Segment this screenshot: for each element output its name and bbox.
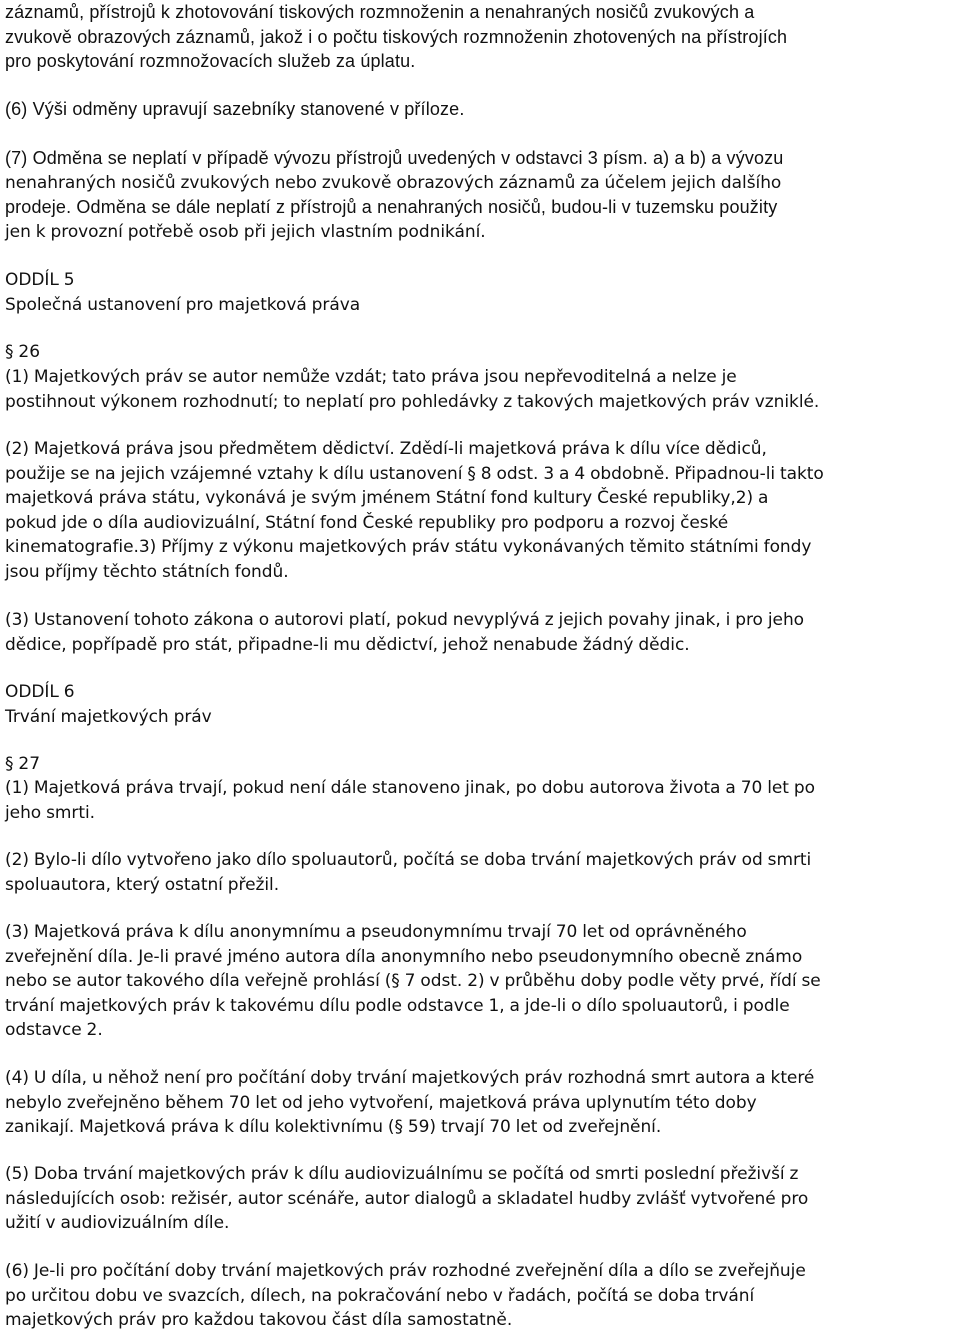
p27-3-line-4: trvání majetkových práv k takovému dílu podle odstavce 1, a jde-li o dílo spoluautorů, i podle <box>5 995 790 1016</box>
paragraph-27-4 <box>5 1066 814 1140</box>
p26-2-line-1: (2) Majetková práva jsou předmětem dědictví. Zdědí-li majetková práva k dílu více dědiců, <box>5 439 767 459</box>
paragraph-6-text: (6) Výši odměny upravují sazebníky stanovené v příloze. <box>5 99 465 119</box>
p26-3-line-1: (3) Ustanovení tohoto zákona o autorovi platí, pokud nevyplývá z jejich povahy jinak, i pro jeho <box>5 610 805 630</box>
p26-3-line-2: dědice, popřípadě pro stát, připadne-li mu dědictví, jehož nenabude žádný dědic. <box>5 634 690 655</box>
paragraph-27-5 <box>5 1162 808 1236</box>
paragraph-27-1 <box>5 776 815 825</box>
p26-1-line-1: (1) Majetkových práv se autor nemůže vzdát; tato práva jsou nepřevoditelná a nelze je <box>5 367 737 387</box>
p27-3-line-2: zveřejnění díla. Je-li pravé jméno autora díla anonymního nebo pseudonymního obecně známo <box>5 946 803 967</box>
intro-line-2: zvukově obrazových záznamů, jakož i o počtu tiskových rozmnoženin zhotovených na přístrojích <box>5 26 788 47</box>
p27-3-line-3: nebo se autor takového díla veřejně prohlásí (§ 7 odst. 2) v průběhu doby podle věty prvé, řídí se <box>5 971 821 991</box>
section-6-title: Trvání majetkových práv <box>5 706 212 727</box>
p27-6-line-3: majetkových práv pro každou takovou část díla samostatně. <box>5 1310 513 1330</box>
paragraph-26-heading <box>5 340 40 365</box>
intro-line-1: záznamů, přístrojů k zhotovování tiskových rozmnoženin a nenahraných nosičů zvukových a <box>5 2 755 22</box>
p27-2-line-2: spoluautora, který ostatní přežil. <box>5 874 280 895</box>
paragraph-7-line-4: jen k provozní potřebě osob při jejich vlastním podnikání. <box>5 221 486 242</box>
p27-5-line-3: užití v audiovizuálním díle. <box>5 1213 230 1233</box>
paragraph-26-2 <box>5 437 824 584</box>
p27-3-line-1: (3) Majetková práva k dílu anonymnímu a pseudonymnímu trvají 70 let od oprávněného <box>5 922 747 942</box>
section-symbol: § <box>5 754 14 774</box>
section-6-heading-block <box>5 680 212 729</box>
p26-1-line-2: postihnout výkonem rozhodnutí; to neplatí pro pohledávky z takových majetkových práv vzniklé. <box>5 391 820 412</box>
paragraph-6 <box>5 97 464 122</box>
section-symbol: § <box>5 342 14 362</box>
paragraph-27-3 <box>5 920 821 1043</box>
p27-2-line-1: (2) Bylo-li dílo vytvořeno jako dílo spoluautorů, počítá se doba trvání majetkových práv od smrti <box>5 850 812 870</box>
paragraph-7 <box>5 146 783 244</box>
p27-3-line-5: odstavce 2. <box>5 1020 103 1040</box>
section-5-heading: ODDÍL 5 <box>5 270 75 290</box>
paragraph-26-number: 26 <box>18 342 40 362</box>
p27-6-line-2: po určitou dobu ve svazcích, dílech, na pokračování nebo v řadách, počítá se doba trvání <box>5 1285 755 1306</box>
paragraph-7-line-3: prodeje. Odměna se dále neplatí z přístrojů a nenahraných nosičů, budou-li v tuzemsku použity <box>5 197 778 217</box>
section-5-title: Společná ustanovení pro majetková práva <box>5 294 361 315</box>
p26-2-line-2: použije se na jejich vzájemné vztahy k dílu ustanovení § 8 odst. 3 a 4 obdobně. Připadnou-li takto <box>5 463 824 484</box>
paragraph-7-line-2: nenahraných nosičů zvukových nebo zvukově obrazových záznamů za účelem jejich dalšího <box>5 172 782 193</box>
paragraph-26-3 <box>5 608 804 657</box>
paragraph-27-number: 27 <box>18 754 40 774</box>
p27-1-line-1: (1) Majetková práva trvají, pokud není dále stanoveno jinak, po dobu autorova života a 70 let po <box>5 778 815 798</box>
section-6-heading: ODDÍL 6 <box>5 682 75 702</box>
paragraph-7-line-1: (7) Odměna se neplatí v případě vývozu přístrojů uvedených v odstavci 3 písm. a) a b) a vývozu <box>5 148 784 168</box>
p27-4-line-1: (4) U díla, u něhož není pro počítání doby trvání majetkových práv rozhodná smrt autora a které <box>5 1068 815 1088</box>
paragraph-26-1 <box>5 365 819 414</box>
p26-2-line-6: jsou příjmy těchto státních fondů. <box>5 561 289 582</box>
paragraph-27-6 <box>5 1259 806 1333</box>
p26-2-line-4: pokud jde o díla audiovizuální, Státní fond České republiky pro podporu a rozvoj české <box>5 512 729 533</box>
p26-2-line-3: majetková práva státu, vykonává je svým jménem Státní fond kultury České republiky,2) a <box>5 488 769 508</box>
p27-1-line-2: jeho smrti. <box>5 802 96 823</box>
paragraph-27-2 <box>5 848 811 897</box>
p27-4-line-3: zanikají. Majetková práva k dílu kolektivnímu (§ 59) trvají 70 let od zveřejnění. <box>5 1117 662 1137</box>
p27-4-line-2: nebylo zveřejněno během 70 let od jeho vytvoření, majetková práva uplynutím této doby <box>5 1092 757 1113</box>
p26-2-line-5: kinematografie.3) Příjmy z výkonu majetkových práv státu vykonávaných těmito státními fondy <box>5 537 812 557</box>
p27-5-line-1: (5) Doba trvání majetkových práv k dílu audiovizuálnímu se počítá od smrti poslední přeživší z <box>5 1164 799 1184</box>
intro-paragraph <box>5 0 787 74</box>
intro-line-3: pro poskytování rozmnožovacích služeb za úplatu. <box>5 51 416 71</box>
p27-6-line-1: (6) Je-li pro počítání doby trvání majetkových práv rozhodné zveřejnění díla a dílo se zveřejňuje <box>5 1261 806 1281</box>
section-5-heading-block <box>5 268 360 317</box>
paragraph-27-heading <box>5 752 40 777</box>
p27-5-line-2: následujících osob: režisér, autor scénáře, autor dialogů a skladatel hudby zvlášť vytvořené pro <box>5 1188 809 1209</box>
